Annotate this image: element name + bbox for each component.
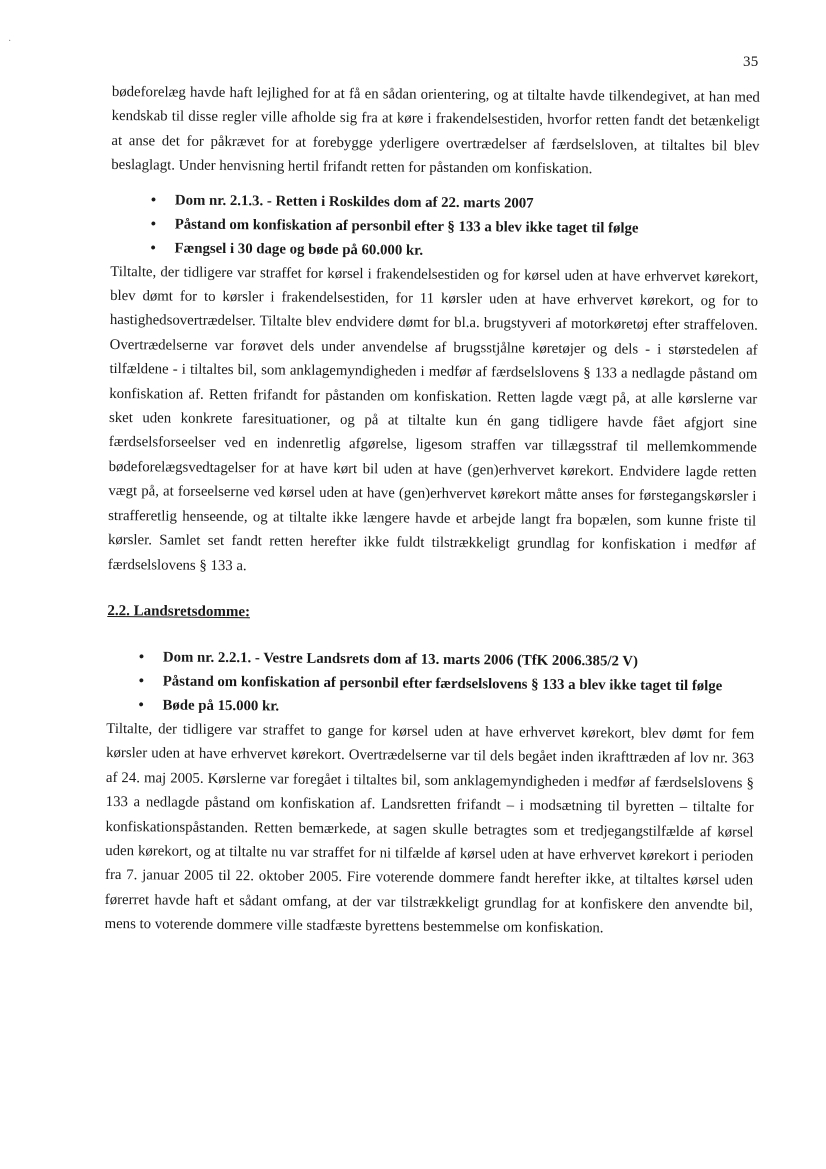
case-summary-bullets-2-2-1 bbox=[138, 645, 749, 722]
case-description-2-2-1: Tiltalte, der tidligere var straffet to gange for kørsel uden at have erhvervet kørekort, blev dømt for fem kørsler uden at have erhvervet kørekort. Overtrædelserne var til dels begået inden ikrafttræden af lov nr. 363 af 24. maj 2005. Kørslerne var foregået i tiltaltes bil, som anklagemyndigheden i medfør af færdselslovens § 133 a nedlagde påstand om konfiskation af. Landsretten frifandt – i modsætning til byretten – tiltalte for konfiskationspåstanden. Retten bemærkede, at sagen skulle betragtes som et tredjegangstilfælde af kørsel uden kørekort, og at tiltalte nu var straffet for ni tilfælde af kørsel uden at have erhvervet kørekort i perioden fra 7. januar 2005 til 22. oktober 2005. Fire voterende dommere fandt herefter ikke, at tiltaltes kørsel uden førerret havde haft et sådant omfang, at der var tilstrækkeligt grundlag for at konfiskere den anvendte bil, mens to voterende dommere ville stadfæste byrettens bestemmelse om konfiskation. bbox=[104, 720, 755, 937]
paragraph-continued: bødeforelæg havde haft lejlighed for at få en sådan orientering, og at tiltalte havde tilkendegivet, at han med kendskab til disse regler ville afholde sig fra at køre i frakendelsestiden, hvorfor retten fandt det betænkeligt at anse det for påkrævet for at forebygge yderligere overtrædelser af færdselsloven, at tiltaltes bil blev beslaglagt. Under henvisning hertil frifandt retten for påstanden om konfiskation. bbox=[111, 83, 760, 178]
bullet-icon: • bbox=[150, 215, 157, 233]
bullet-sentence: • Fængsel i 30 dage og bøde på 60.000 kr. bbox=[174, 236, 758, 265]
bullet-claim: • Påstand om konfiskation af personbil efter § 133 a blev ikke taget til følge bbox=[175, 212, 759, 241]
page-content bbox=[105, 80, 760, 942]
bullet-case-title: • Dom nr. 2.1.3. - Retten i Roskildes dom af 22. marts 2007 bbox=[175, 188, 759, 217]
bullet-icon: • bbox=[150, 239, 156, 257]
bullet-claim: • Påstand om konfiskation af personbil efter færdselslovens § 133 a blev ikke taget til følge bbox=[163, 669, 749, 698]
bullet-sentence: • Bøde på 15.000 kr. bbox=[162, 693, 748, 722]
case-summary-bullets-2-1-3 bbox=[150, 188, 759, 265]
bullet-icon: • bbox=[138, 673, 145, 690]
bullet-icon: • bbox=[138, 649, 145, 666]
page-number: 35 bbox=[743, 54, 759, 70]
bullet-icon: • bbox=[150, 191, 157, 209]
bullet-case-title: • Dom nr. 2.2.1. - Vestre Landsrets dom af 13. marts 2006 (TfK 2006.385/2 V) bbox=[163, 645, 749, 674]
case-description-2-1-3: Tiltalte, der tidligere var straffet for kørsel i frakendelsestiden og for kørsel uden at have erhvervet kørekort, blev dømt for to kørsler i frakendelsestiden, for 11 kørsler uden at have erhvervet kørekort, og for to hastighedsovertrædelser. Tiltalte blev endvidere dømt for bl.a. brugstyveri af motorkøretøj efter straffeloven. Overtrædelserne var forøvet dels under anvendelse af brugsstjålne køretøjer og dels - i størstedelen af tilfældene - i tiltaltes bil, som anklagemyndigheden i medfør af færdselslovens § 133 a nedlagde påstand om konfiskation af. Retten frifandt for påstanden om konfiskation. Retten lagde vægt på, at alle kørslerne var sket uden konkrete faresituationer, og på at tiltalte kun én gang tidligere havde fået afgjort sine færdselsforseelser ved en indenretlig afgørelse, ligesom straffen var tillægsstraf til mellemkommende bødeforelægsvedtagelser for at have kørt bil uden at have (gen)erhvervet kørekort. Endvidere lagde retten vægt på, at forseelserne ved kørsel uden at have (gen)erhvervet kørekort måtte anses for førstegangskørsler i strafferetlig henseende, og at tiltalte ikke længere havde et arbejde langt fra bopælen, som kunne friste til kørsler. Samlet set fandt retten herefter ikke fuldt tilstrækkeligt grundlag for konfiskation i medfør af færdselslovens § 133 a. bbox=[107, 263, 759, 574]
bullet-icon: • bbox=[138, 697, 144, 714]
section-heading: 2.2. Landsretsdomme: bbox=[107, 602, 251, 621]
scan-speck: · bbox=[8, 36, 12, 47]
